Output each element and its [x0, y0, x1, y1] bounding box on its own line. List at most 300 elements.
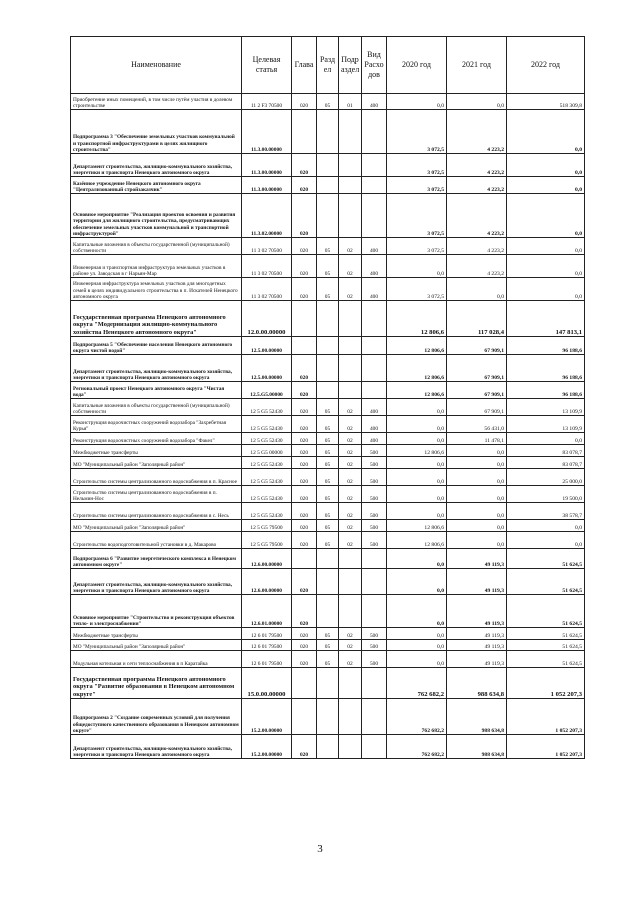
row-2021: 117 028,4 [447, 301, 507, 337]
row-2021: 988 634,8 [447, 668, 507, 699]
row-2020: 3 072,5 [387, 110, 447, 154]
table-row [71, 337, 585, 355]
row-section [317, 177, 339, 194]
row-expense-type [362, 154, 387, 177]
row-expense-type [362, 337, 387, 355]
row-chapter: 020 [292, 445, 317, 457]
row-target: 15.2.00.00000 [242, 699, 292, 735]
row-chapter: 020 [292, 595, 317, 628]
row-2021: 0,0 [447, 532, 507, 549]
row-2022: 0,0 [507, 278, 585, 301]
row-2020: 0,0 [387, 569, 447, 595]
table-row [71, 416, 585, 433]
row-name: Подпрограмма 2 "Создание современных условий для получения общедоступного качественного образования в Ненецком автономном округе" [71, 699, 242, 735]
row-chapter: 020 [292, 416, 317, 433]
row-2022: 96 188,6 [507, 337, 585, 355]
table-row [71, 278, 585, 301]
row-expense-type [362, 569, 387, 595]
row-expense-type [362, 110, 387, 154]
row-2021: 4 223,2 [447, 177, 507, 194]
row-name: Модульная котельная и сети теплоснабжения в п Каратайка [71, 651, 242, 668]
row-2021: 0,0 [447, 520, 507, 532]
row-2020: 3 072,5 [387, 278, 447, 301]
row-chapter: 020 [292, 255, 317, 278]
row-target: 12 6 01 79500 [242, 640, 292, 651]
table-row [71, 457, 585, 469]
row-2022: 51 624,5 [507, 549, 585, 569]
row-name: Казённое учреждение Ненецкого автономного округа "Централизованный стройзаказчик" [71, 177, 242, 194]
table-row [71, 445, 585, 457]
row-subsection [339, 355, 362, 382]
row-2021: 0,0 [447, 457, 507, 469]
row-2021: 56 431,0 [447, 416, 507, 433]
row-target: 11 2 F3 70500 [242, 94, 292, 110]
row-name: Строительство системы централизованного водоснабжения в п. Красное [71, 469, 242, 486]
row-subsection: 02 [339, 651, 362, 668]
row-expense-type: 500 [362, 628, 387, 640]
table-row [71, 569, 585, 595]
row-expense-type: 500 [362, 520, 387, 532]
page-number: 3 [317, 843, 323, 855]
row-section: 05 [317, 399, 339, 416]
row-2020: 3 072,5 [387, 177, 447, 194]
row-2020: 0,0 [387, 433, 447, 445]
row-chapter: 020 [292, 486, 317, 503]
header-section: Разд ел [317, 37, 339, 94]
row-chapter: 020 [292, 469, 317, 486]
row-section [317, 301, 339, 337]
table-row [71, 255, 585, 278]
row-2021: 67 909,1 [447, 337, 507, 355]
row-subsection [339, 337, 362, 355]
row-2022: 0,0 [507, 532, 585, 549]
row-expense-type [362, 735, 387, 759]
row-name: Межбюджетные трансферты [71, 628, 242, 640]
row-2022: 518 309,8 [507, 94, 585, 110]
row-target: 12.6.00.00000 [242, 549, 292, 569]
row-section [317, 699, 339, 735]
row-section [317, 355, 339, 382]
row-2022: 0,0 [507, 520, 585, 532]
row-expense-type [362, 194, 387, 238]
row-chapter: 020 [292, 651, 317, 668]
header-name: Наименование [71, 37, 242, 94]
row-2022: 96 188,6 [507, 382, 585, 399]
row-section: 05 [317, 640, 339, 651]
row-target: 12 5 G5 52430 [242, 457, 292, 469]
row-chapter: 020 [292, 278, 317, 301]
header-expense-type: Вид Расхо дов [362, 37, 387, 94]
row-2022: 38 578,7 [507, 503, 585, 520]
row-subsection: 02 [339, 486, 362, 503]
row-name: Подпрограмма 3 "Обеспечение земельных участков коммунальной и транспортной инфраструктурами в целях жилищного строительства" [71, 110, 242, 154]
row-target: 12.0.00.00000 [242, 301, 292, 337]
header-target: Целевая статья [242, 37, 292, 94]
row-subsection: 02 [339, 520, 362, 532]
row-2020: 0,0 [387, 399, 447, 416]
row-2020: 0,0 [387, 486, 447, 503]
row-name: Инженерная инфраструктура земельных участков для многодетных семей в целях индивидуального строительства в п. Искателей Ненецкого автономного округа [71, 278, 242, 301]
row-subsection: 02 [339, 457, 362, 469]
row-2022: 0,0 [507, 194, 585, 238]
table-row [71, 595, 585, 628]
table-row [71, 520, 585, 532]
row-name: Реконструкция водоочистных сооружений водозабора "Захребетная Курья" [71, 416, 242, 433]
row-section: 05 [317, 445, 339, 457]
row-section: 05 [317, 433, 339, 445]
row-name: Основное мероприятие "Реализация проектов освоения и развития территории для жилищного строительства, предусматривающих обеспечение земельных участков коммунальной и транспортной инфраструктурой" [71, 194, 242, 238]
row-name: Государственная программа Ненецкого автономного округа "Развитие образования в Ненецком автономном округе" [71, 668, 242, 699]
row-section [317, 549, 339, 569]
row-2021: 49 119,3 [447, 569, 507, 595]
row-2021: 4 223,2 [447, 238, 507, 255]
table-body [71, 94, 585, 759]
header-chapter: Глава [292, 37, 317, 94]
row-subsection: 02 [339, 399, 362, 416]
row-subsection [339, 301, 362, 337]
row-2020: 762 682,2 [387, 668, 447, 699]
row-2020: 12 806,6 [387, 355, 447, 382]
row-name: Строительство водоподготовительной установки в д. Макарово [71, 532, 242, 549]
row-2022: 51 624,5 [507, 628, 585, 640]
row-expense-type [362, 699, 387, 735]
row-target: 12 6 01 79500 [242, 651, 292, 668]
row-subsection: 02 [339, 640, 362, 651]
row-subsection: 02 [339, 445, 362, 457]
row-2020: 762 682,2 [387, 735, 447, 759]
row-name: МО "Муниципальный район "Заполярный район" [71, 457, 242, 469]
row-2022: 0,0 [507, 255, 585, 278]
row-2020: 0,0 [387, 416, 447, 433]
table-row [71, 469, 585, 486]
row-target: 12 5 G5 52430 [242, 503, 292, 520]
row-section: 05 [317, 255, 339, 278]
row-2022: 147 813,1 [507, 301, 585, 337]
row-2020: 3 072,5 [387, 154, 447, 177]
row-target: 12 5 G5 79500 [242, 532, 292, 549]
row-target: 12.5.00.00000 [242, 337, 292, 355]
row-2020: 12 806,6 [387, 445, 447, 457]
row-2020: 12 806,6 [387, 520, 447, 532]
row-target: 12 5 G5 52430 [242, 416, 292, 433]
row-2022: 51 624,5 [507, 595, 585, 628]
row-name: Департамент строительства, жилищно-коммунального хозяйства, энергетики и транспорта Ненецкого автономного округа [71, 355, 242, 382]
row-chapter: 020 [292, 503, 317, 520]
row-section: 05 [317, 278, 339, 301]
row-expense-type: 500 [362, 486, 387, 503]
table-row [71, 355, 585, 382]
row-expense-type: 500 [362, 651, 387, 668]
row-target: 11.3.00.00000 [242, 154, 292, 177]
row-chapter: 020 [292, 382, 317, 399]
row-2022: 1 052 207,3 [507, 735, 585, 759]
row-name: Государственная программа Ненецкого автономного округа "Модернизация жилищно-коммунального хозяйства Ненецкого автономного округа" [71, 301, 242, 337]
row-chapter [292, 668, 317, 699]
row-2022: 25 000,0 [507, 469, 585, 486]
row-expense-type: 500 [362, 445, 387, 457]
row-name: Региональный проект Ненецкого автономного округа "Чистая вода" [71, 382, 242, 399]
row-2021: 4 223,2 [447, 255, 507, 278]
row-section: 05 [317, 486, 339, 503]
row-section [317, 337, 339, 355]
row-name: Капитальные вложения в объекты государственной (муниципальной) собственности [71, 238, 242, 255]
row-expense-type [362, 355, 387, 382]
row-2021: 67 909,1 [447, 382, 507, 399]
table-row [71, 668, 585, 699]
row-2020: 3 072,5 [387, 194, 447, 238]
row-expense-type: 500 [362, 457, 387, 469]
row-2021: 0,0 [447, 94, 507, 110]
row-target: 15.2.00.00000 [242, 735, 292, 759]
row-section: 05 [317, 532, 339, 549]
table-row [71, 640, 585, 651]
row-chapter [292, 699, 317, 735]
row-2020: 0,0 [387, 457, 447, 469]
row-expense-type: 400 [362, 238, 387, 255]
row-subsection [339, 549, 362, 569]
row-subsection [339, 699, 362, 735]
row-chapter: 020 [292, 194, 317, 238]
row-2020: 12 806,6 [387, 382, 447, 399]
row-name: Инженерная и транспортная инфраструктура земельных участков в районе ул. Заводская в г Нарьян-Мар [71, 255, 242, 278]
table-row [71, 177, 585, 194]
row-2022: 51 624,5 [507, 651, 585, 668]
row-section: 05 [317, 520, 339, 532]
row-2022: 96 188,6 [507, 355, 585, 382]
row-chapter: 020 [292, 628, 317, 640]
table-row [71, 194, 585, 238]
row-name: Приобретение иных помещений, в том числе путём участия в долевом строительстве [71, 94, 242, 110]
row-section: 05 [317, 238, 339, 255]
row-2022: 0,0 [507, 238, 585, 255]
row-subsection: 02 [339, 628, 362, 640]
row-chapter: 020 [292, 532, 317, 549]
row-section [317, 194, 339, 238]
row-chapter: 020 [292, 735, 317, 759]
row-expense-type: 400 [362, 278, 387, 301]
row-2021: 11 478,1 [447, 433, 507, 445]
row-target: 12 5 G5 00000 [242, 445, 292, 457]
row-target: 11 3 02 70500 [242, 255, 292, 278]
row-target: 12 5 G5 52430 [242, 486, 292, 503]
row-expense-type [362, 177, 387, 194]
row-2020: 0,0 [387, 628, 447, 640]
table-row [71, 110, 585, 154]
row-2020: 12 806,6 [387, 337, 447, 355]
row-expense-type [362, 301, 387, 337]
row-expense-type: 400 [362, 255, 387, 278]
row-2020: 0,0 [387, 94, 447, 110]
row-expense-type: 400 [362, 433, 387, 445]
row-subsection [339, 569, 362, 595]
row-expense-type: 500 [362, 640, 387, 651]
row-2022: 0,0 [507, 177, 585, 194]
row-name: Межбюджетные трансферты [71, 445, 242, 457]
row-2021: 49 119,3 [447, 640, 507, 651]
row-2021: 67 909,1 [447, 355, 507, 382]
row-name: Департамент строительства, жилищно-коммунального хозяйства, энергетики и транспорта Ненецкого автономного округа [71, 154, 242, 177]
row-2022: 0,0 [507, 154, 585, 177]
row-chapter [292, 301, 317, 337]
row-chapter: 020 [292, 177, 317, 194]
row-2021: 4 223,2 [447, 110, 507, 154]
row-subsection: 02 [339, 469, 362, 486]
row-chapter: 020 [292, 457, 317, 469]
header-subsection: Подр аздел [339, 37, 362, 94]
row-2020: 12 806,6 [387, 301, 447, 337]
row-subsection [339, 110, 362, 154]
row-subsection: 02 [339, 532, 362, 549]
row-2021: 49 119,3 [447, 549, 507, 569]
row-2021: 0,0 [447, 486, 507, 503]
row-subsection: 02 [339, 278, 362, 301]
header-2022: 2022 год [507, 37, 585, 94]
row-2022: 83 078,7 [507, 457, 585, 469]
row-subsection [339, 668, 362, 699]
row-name: МО "Муниципальный район "Заполярный район" [71, 520, 242, 532]
row-2020: 0,0 [387, 549, 447, 569]
row-chapter: 020 [292, 94, 317, 110]
row-2020: 0,0 [387, 469, 447, 486]
table-row [71, 154, 585, 177]
row-expense-type: 400 [362, 94, 387, 110]
row-2022: 13 109,9 [507, 416, 585, 433]
row-2022: 1 052 207,3 [507, 699, 585, 735]
row-section [317, 382, 339, 399]
row-2022: 0,0 [507, 433, 585, 445]
row-2021: 49 119,3 [447, 628, 507, 640]
table-row [71, 503, 585, 520]
row-2022: 51 624,5 [507, 640, 585, 651]
row-subsection [339, 194, 362, 238]
row-2021: 4 223,2 [447, 154, 507, 177]
row-target: 12 5 G5 79500 [242, 520, 292, 532]
row-subsection [339, 382, 362, 399]
row-chapter: 020 [292, 154, 317, 177]
row-subsection: 02 [339, 503, 362, 520]
row-name: Департамент строительства, жилищно-коммунального хозяйства, энергетики и транспорта Ненецкого автономного округа [71, 735, 242, 759]
row-expense-type [362, 382, 387, 399]
row-expense-type [362, 595, 387, 628]
row-target: 11 3 02 70500 [242, 238, 292, 255]
row-subsection [339, 595, 362, 628]
row-2020: 0,0 [387, 651, 447, 668]
table-row [71, 486, 585, 503]
table-row [71, 238, 585, 255]
row-section [317, 668, 339, 699]
row-target: 12.5.00.00000 [242, 355, 292, 382]
row-chapter [292, 110, 317, 154]
row-target: 12.6.01.00000 [242, 595, 292, 628]
row-name: Строительство системы централизованного водоснабжения в с. Несь [71, 503, 242, 520]
row-target: 12 5 G5 52430 [242, 399, 292, 416]
row-2021: 49 119,3 [447, 595, 507, 628]
row-expense-type: 500 [362, 503, 387, 520]
table-row [71, 532, 585, 549]
row-section [317, 110, 339, 154]
row-section [317, 154, 339, 177]
row-section: 05 [317, 651, 339, 668]
row-section: 05 [317, 628, 339, 640]
table-row [71, 628, 585, 640]
table-row [71, 433, 585, 445]
row-chapter [292, 549, 317, 569]
row-2021: 988 634,8 [447, 735, 507, 759]
row-name: Основное мероприятие "Строительство и реконструкция объектов тепло- и электроснабжения" [71, 595, 242, 628]
row-name: МО "Муниципальный район "Заполярный район" [71, 640, 242, 651]
row-chapter: 020 [292, 569, 317, 595]
budget-table [70, 36, 585, 759]
row-name: Департамент строительства, жилищно-коммунального хозяйства, энергетики и транспорта Ненецкого автономного округа [71, 569, 242, 595]
row-subsection: 02 [339, 416, 362, 433]
row-2021: 4 223,2 [447, 194, 507, 238]
row-2020: 3 072,5 [387, 238, 447, 255]
row-2022: 1 052 207,3 [507, 668, 585, 699]
row-chapter [292, 337, 317, 355]
row-2020: 0,0 [387, 640, 447, 651]
row-2020: 0,0 [387, 255, 447, 278]
row-section [317, 735, 339, 759]
table-row [71, 94, 585, 110]
row-target: 12 5 G5 52430 [242, 433, 292, 445]
row-2021: 988 634,8 [447, 699, 507, 735]
row-chapter: 020 [292, 640, 317, 651]
row-name: Строительство системы централизованного водоснабжения в п. Нельмин-Нос [71, 486, 242, 503]
row-subsection [339, 154, 362, 177]
row-target: 12.6.00.00000 [242, 569, 292, 595]
row-section [317, 595, 339, 628]
row-2022: 51 624,5 [507, 569, 585, 595]
row-2021: 0,0 [447, 278, 507, 301]
table-row [71, 399, 585, 416]
row-target: 12 6 01 79500 [242, 628, 292, 640]
row-section: 05 [317, 457, 339, 469]
row-2020: 0,0 [387, 595, 447, 628]
table-row [71, 735, 585, 759]
row-chapter: 020 [292, 238, 317, 255]
row-target: 11.3.00.00000 [242, 110, 292, 154]
table-row [71, 699, 585, 735]
row-2022: 19 500,0 [507, 486, 585, 503]
row-name: Капитальные вложения в объекты государственной (муниципальной) собственности [71, 399, 242, 416]
row-2020: 762 682,2 [387, 699, 447, 735]
row-expense-type [362, 549, 387, 569]
row-subsection: 02 [339, 433, 362, 445]
row-2022: 13 109,9 [507, 399, 585, 416]
row-2021: 49 119,3 [447, 651, 507, 668]
row-subsection: 02 [339, 238, 362, 255]
row-chapter: 020 [292, 433, 317, 445]
table-header-row [71, 37, 585, 94]
row-2021: 0,0 [447, 469, 507, 486]
row-2021: 0,0 [447, 445, 507, 457]
row-target: 11 3 02 70500 [242, 278, 292, 301]
row-section: 05 [317, 94, 339, 110]
header-2020: 2020 год [387, 37, 447, 94]
row-target: 12 5 G5 52430 [242, 469, 292, 486]
row-section [317, 569, 339, 595]
row-subsection [339, 735, 362, 759]
row-target: 15.0.00.00000 [242, 668, 292, 699]
table-row [71, 549, 585, 569]
row-expense-type [362, 668, 387, 699]
row-name: Реконструкция водоочистных сооружений водозабора "Факел" [71, 433, 242, 445]
header-2021: 2021 год [447, 37, 507, 94]
row-expense-type: 500 [362, 532, 387, 549]
row-2020: 0,0 [387, 503, 447, 520]
row-expense-type: 400 [362, 399, 387, 416]
row-2020: 12 806,6 [387, 532, 447, 549]
